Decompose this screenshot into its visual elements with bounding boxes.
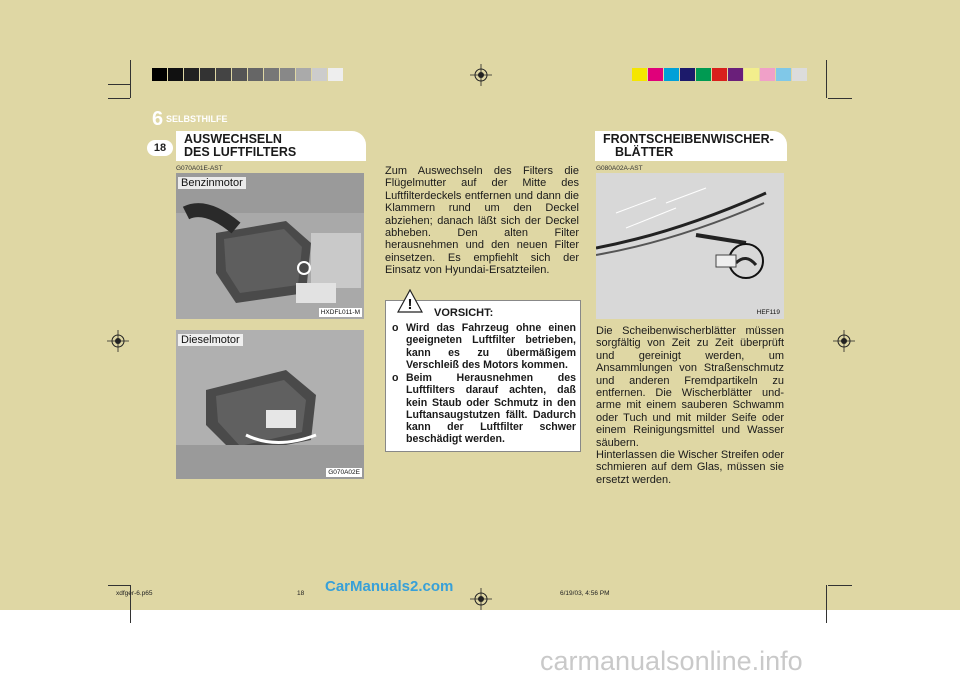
chapter-number: 6 [152,108,164,130]
chapter-title: SELBSTHILFE [166,114,228,124]
crop-mark [108,585,130,586]
photo-code-petrol: HXDFL011-M [320,309,360,316]
wiper-illustration [596,173,784,319]
wiper-paragraph: Die Scheibenwischerblätter müssen sorgfältig von Zeit zu Zeit überprüft und gereinigt werden, um Ansammlungen von Straßenschmutz und anderen Fremdpartikeln zu entfernen. Die Wischerblätter und-arme mit einem sauberen Schwamm oder Tuch und mit milder Seife oder einem Reinigungsmittel und Wasser säubern. [596,325,784,449]
footer-page: 18 [297,590,305,597]
caution-item [392,322,576,371]
footer-date: 6/19/03, 4:56 PM [560,590,610,597]
engine-illustration [176,330,364,479]
photo-code-wiper: HEF119 [756,309,780,316]
heading-line: AUSWECHSELN [184,132,282,146]
engine-photo-petrol [176,173,364,319]
watermark-carmanuals: CarManuals2.com [325,578,454,595]
photo-code-diesel: G070A02E [328,469,360,476]
section-code: G080A02A-AST [596,165,643,172]
crop-mark [130,60,131,98]
registration-mark-icon [833,330,855,352]
crop-mark [826,585,827,623]
wiper-instructions [596,325,784,486]
bullet: o [392,322,399,334]
section-code: G070A01E-AST [176,165,223,172]
footer-filename: xdfger-6.p65 [116,590,153,597]
heading-line: DES LUFTFILTERS [184,145,297,159]
registration-mark-icon [107,330,129,352]
photo-label-diesel: Dieselmotor [178,334,243,346]
crop-mark [108,98,130,99]
section-heading-wiper [595,131,787,161]
color-bar [632,68,808,81]
section-heading-air-filter [176,131,366,161]
engine-illustration [176,173,364,319]
engine-photo-diesel [176,330,364,479]
watermark-carmanualsonline: carmanualsonline.info [540,646,803,676]
caution-item-text: Beim Herausnehmen des Luftfilters darauf achten, daß kein Staub oder Schmutz in den Luftansaugstutzen fällt. Dadurch kann der Luftfilter schwer beschädigt werden. [406,372,576,446]
wiper-drawing [596,173,784,319]
crop-mark [828,98,852,99]
svg-text:!: ! [407,296,413,313]
caution-item-text: Wird das Fahrzeug ohne einen geeigneten Luftfilter betrieben, kann es zu übermäßigem Verschleiß des Motors kommen. [406,322,576,371]
caution-box [385,296,581,452]
heading-line: BLÄTTER [615,145,674,159]
bullet: o [392,372,399,384]
heading-line: FRONTSCHEIBENWISCHER- [603,132,774,146]
caution-item [392,372,576,446]
crop-mark [828,585,852,586]
wiper-paragraph: Hinterlassen die Wischer Streifen oder schmieren auf dem Glas, müssen sie ersetzt werden. [596,449,784,486]
crop-mark [108,84,130,85]
page-number: 18 [147,140,173,156]
warning-icon [397,289,423,313]
photo-label-petrol: Benzinmotor [178,177,246,189]
caution-title: VORSICHT: [434,307,494,319]
crop-mark [826,60,827,98]
grayscale-bar [152,68,344,81]
air-filter-instructions: Zum Auswechseln des Filters die Flügelmutter auf der Mitte des Luftfilterdeckels entfernen und dann die Klammern rund um den Deckel abziehen; danach läßt sich der Deckel abheben. Den alten Filter herausnehmen und den neuen Filter einsetzen. Es empfiehlt sich der Einsatz von Hyundai-Ersatzteilen. [385,165,579,277]
registration-mark-icon [470,588,492,610]
registration-mark-icon [470,64,492,86]
